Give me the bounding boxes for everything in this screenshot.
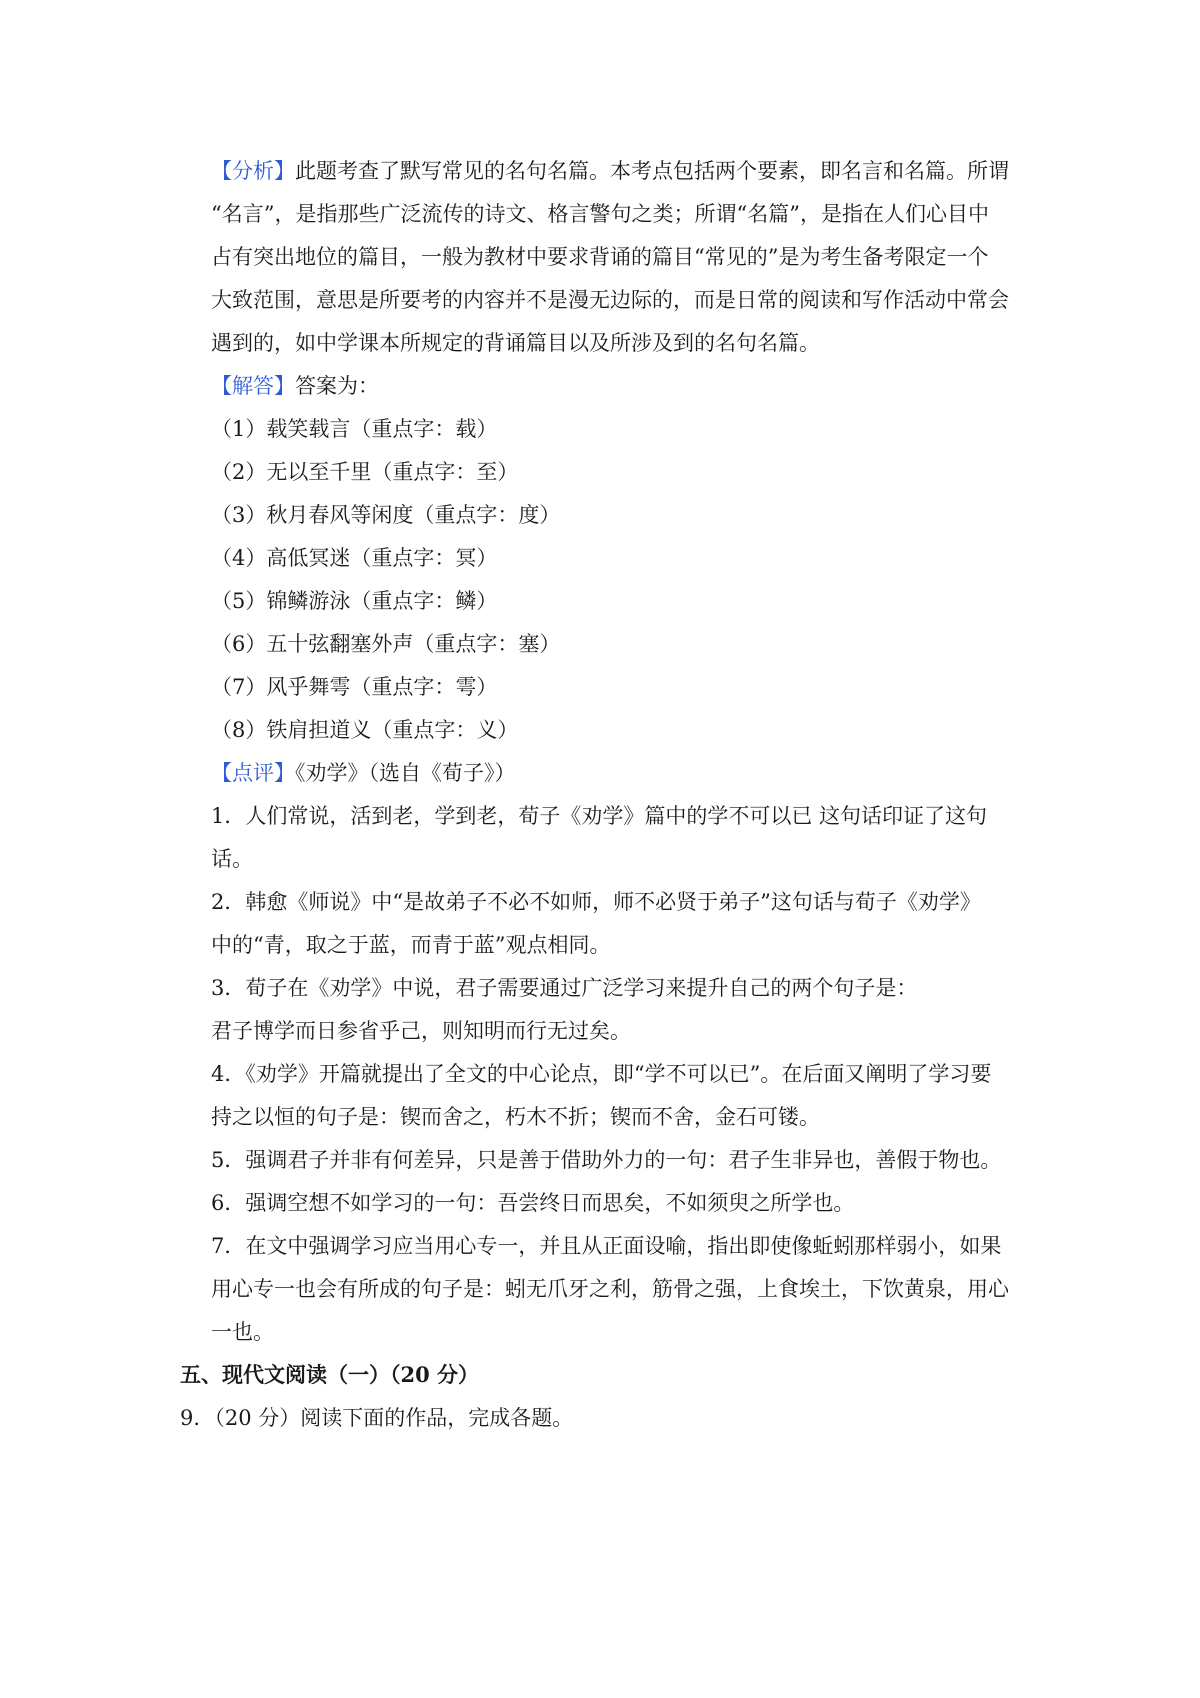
- comment-line-12: 用心专一也会有所成的句子是：蚓无爪牙之利，筋骨之强，上食埃土，下饮黄泉，用心: [211, 1277, 1009, 1301]
- comment-line-1: 1．人们常说，活到老，学到老，荀子《劝学》篇中的学不可以已 这句话印证了这句: [211, 804, 988, 828]
- comment-line-2: 话。: [211, 847, 253, 871]
- answer-heading: 【解答】答案为：: [211, 374, 379, 398]
- comment-line-9: 5．强调君子并非有何差异，只是善于借助外力的一句：君子生非异也，善假于物也。: [211, 1148, 1002, 1172]
- analysis-line-1: 【分析】此题考查了默写常见的名句名篇。本考点包括两个要素，即名言和名篇。所谓: [211, 159, 1009, 183]
- analysis-line-2: “名言”，是指那些广泛流传的诗文、格言警句之类；所谓“名篇”，是指在人们心目中: [211, 202, 989, 226]
- comment-heading: 【点评】《劝学》（选自《荀子》）: [211, 761, 516, 785]
- analysis-line-4: 大致范围，意思是所要考的内容并不是漫无边际的，而是日常的阅读和写作活动中常会: [211, 288, 1009, 312]
- answer-item-2: （2）无以至千里（重点字：至）: [211, 460, 519, 484]
- comment-tag: 【点评】: [211, 761, 295, 785]
- answer-item-5: （5）锦鳞游泳（重点字：鳞）: [211, 589, 498, 613]
- question-9: 9．（20 分）阅读下面的作品，完成各题。: [180, 1406, 574, 1430]
- answer-item-3: （3）秋月春风等闲度（重点字：度）: [211, 503, 561, 527]
- comment-line-8: 持之以恒的句子是：锲而舍之，朽木不折；锲而不舍，金石可镂。: [211, 1105, 820, 1129]
- comment-line-7: 4．《劝学》开篇就提出了全文的中心论点，即“学不可以已”。在后面又阐明了学习要: [211, 1062, 992, 1086]
- answer-item-6: （6）五十弦翻塞外声（重点字：塞）: [211, 632, 561, 656]
- answer-item-7: （7）风乎舞雩（重点字：雩）: [211, 675, 498, 699]
- answer-item-1: （1）载笑载言（重点字：载）: [211, 417, 498, 441]
- answer-item-4: （4）高低冥迷（重点字：冥）: [211, 546, 498, 570]
- answer-item-8: （8）铁肩担道义（重点字：义）: [211, 718, 519, 742]
- comment-line-5: 3．荀子在《劝学》中说，君子需要通过广泛学习来提升自己的两个句子是：: [211, 976, 918, 1000]
- comment-line-11: 7．在文中强调学习应当用心专一，并且从正面设喻，指出即使像蚯蚓那样弱小，如果: [211, 1234, 1002, 1258]
- comment-line-4: 中的“青，取之于蓝，而青于蓝”观点相同。: [211, 933, 611, 957]
- comment-line-6: 君子博学而日参省乎己，则知明而行无过矣。: [211, 1019, 631, 1043]
- answer-tag: 【解答】: [211, 374, 295, 398]
- analysis-tag: 【分析】: [211, 159, 295, 183]
- analysis-line-3: 占有突出地位的篇目，一般为教材中要求背诵的篇目“常见的”是为考生备考限定一个: [211, 245, 989, 269]
- analysis-line-5: 遇到的，如中学课本所规定的背诵篇目以及所涉及到的名句名篇。: [211, 331, 820, 355]
- comment-line-13: 一也。: [211, 1320, 274, 1344]
- section-heading: 五、现代文阅读（一）（20 分）: [180, 1362, 480, 1387]
- comment-line-3: 2．韩愈《师说》中“是故弟子不必不如师，师不必贤于弟子”这句话与荀子《劝学》: [211, 890, 981, 914]
- comment-line-10: 6．强调空想不如学习的一句：吾尝终日而思矣，不如须臾之所学也。: [211, 1191, 855, 1215]
